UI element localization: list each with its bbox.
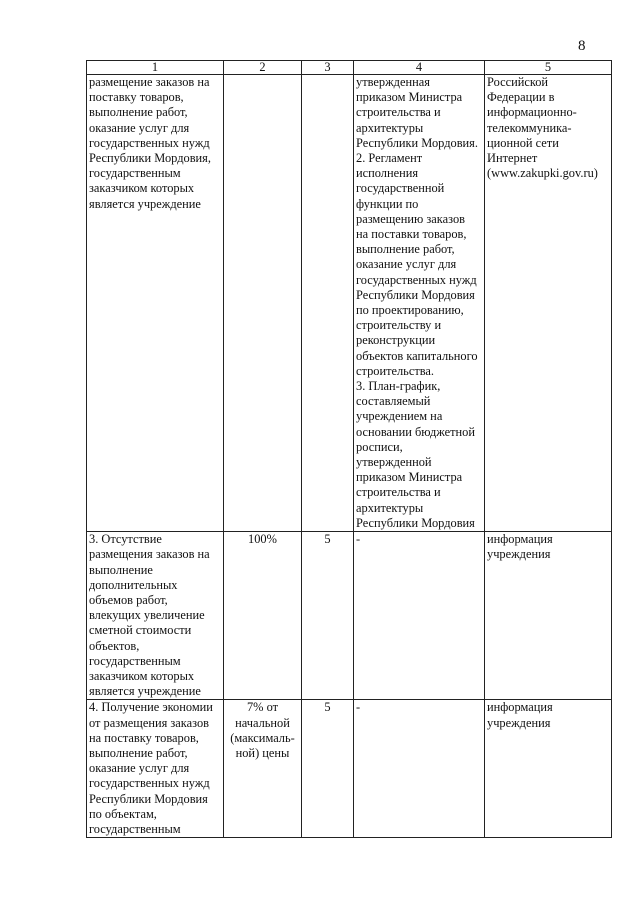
indicators-table: [86, 60, 612, 838]
basis-cell: утвержденная приказом Министра строительства и архитектуры Республики Мордовия. 2. Регламент исполнения государственной функции по размещению заказов на поставки товаров, выполнение работ, оказание услуг для государственных нужд Республики Мордовия по проектированию, строительству и реконструкции объектов капитального строительства. 3. План-график, составляемый учреждением на основании бюджетной росписи, утвержденной приказом Министра строительства и архитектуры Республики Мордовия: [354, 75, 485, 532]
indicator-cell: 3. Отсутствие размещения заказов на выполнение дополнительных объемов работ, влекущих увеличение сметной стоимости объектов, государственным заказчиком которых является учреждение: [87, 532, 224, 700]
score-cell: 5: [302, 700, 354, 838]
indicator-cell: размещение заказов на поставку товаров, выполнение работ, оказание услуг для государственных нужд Республики Мордовия, государственным заказчиком которых является учреждение: [87, 75, 224, 532]
header-row: [87, 61, 612, 75]
score-cell: [302, 75, 354, 532]
header-col-5: 5: [485, 61, 612, 75]
table-row: [87, 532, 612, 700]
value-cell: 7% от начальной (максималь- ной) цены: [224, 700, 302, 838]
header-col-4: 4: [354, 61, 485, 75]
value-cell: 100%: [224, 532, 302, 700]
score-cell: 5: [302, 532, 354, 700]
basis-cell: -: [354, 532, 485, 700]
value-cell: [224, 75, 302, 532]
header-col-3: 3: [302, 61, 354, 75]
indicator-cell: 4. Получение экономии от размещения заказов на поставку товаров, выполнение работ, оказание услуг для государственных нужд Республики Мордовия по объектам, государственным: [87, 700, 224, 838]
page-number: 8: [578, 38, 586, 54]
basis-cell: -: [354, 700, 485, 838]
source-cell: Российской Федерации в информационно- телекоммуника- ционной сети Интернет (www.zakupki.gov.ru): [485, 75, 612, 532]
header-col-2: 2: [224, 61, 302, 75]
source-cell: информация учреждения: [485, 532, 612, 700]
header-col-1: 1: [87, 61, 224, 75]
table-row: [87, 700, 612, 838]
table-row: [87, 75, 612, 532]
source-cell: информация учреждения: [485, 700, 612, 838]
